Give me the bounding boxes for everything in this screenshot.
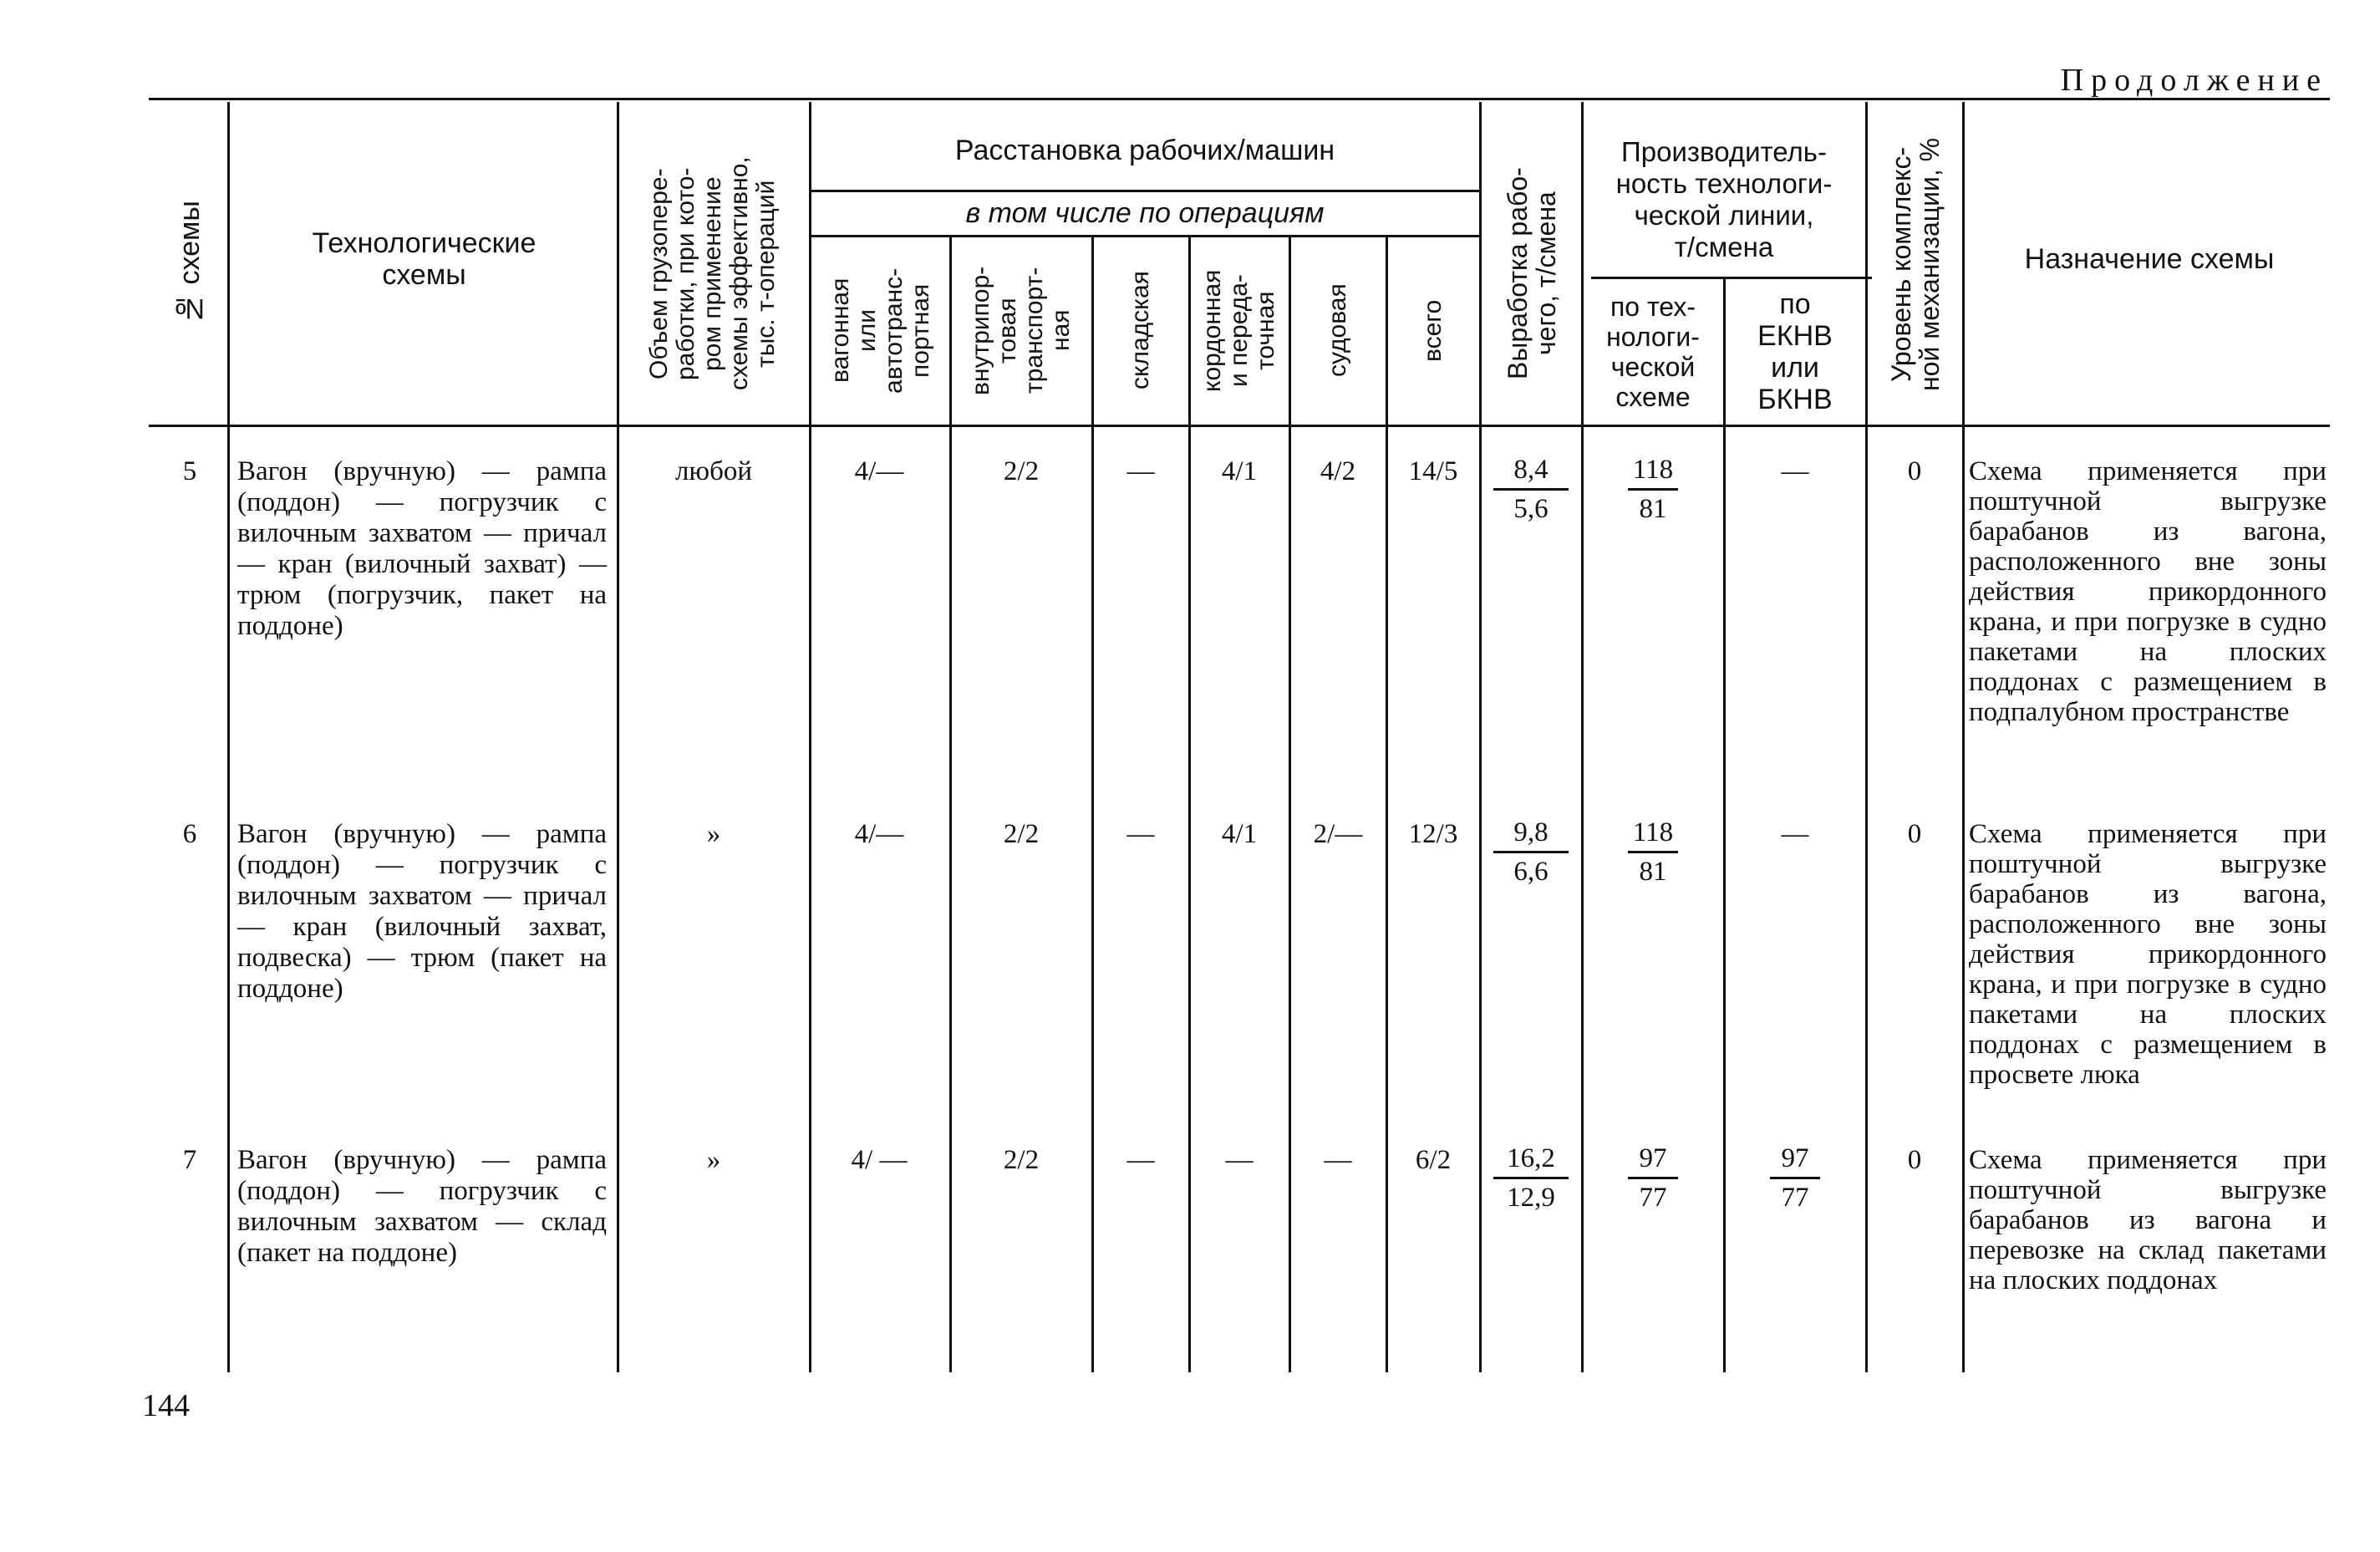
table-top-rule: [149, 98, 2330, 100]
row-op-cordon: 4/1: [1221, 819, 1258, 849]
row-op-wagon: 4/—: [854, 456, 904, 486]
header-volume: Объем грузопере- работки, при кото- ром применение схемы эффективно, тыс. т-операций: [645, 156, 780, 391]
row-scheme-no: 5: [182, 456, 197, 486]
fraction-bar: [1493, 851, 1569, 853]
row-op-wagon: 4/ —: [851, 1145, 908, 1175]
row-op-internal: 2/2: [1003, 1145, 1040, 1175]
col-rule-7: [1289, 237, 1291, 1372]
prod-eknv-numerator: 97: [1781, 1143, 1809, 1173]
row-mech-level: 0: [1907, 456, 1922, 486]
row-mech-level: 0: [1907, 1145, 1922, 1175]
output-numerator: 16,2: [1507, 1143, 1555, 1173]
row-op-total: 14/5: [1408, 456, 1458, 486]
header-output: Выработка рабо- чего, т/смена: [1503, 167, 1561, 380]
header-op-cordon: кордонная и переда- точная: [1198, 269, 1279, 392]
prod-tech-numerator: 118: [1632, 455, 1674, 485]
header-prod-tech: по тех- нологи- ческой схеме: [1606, 292, 1700, 412]
row-scheme-no: 6: [182, 819, 197, 849]
row-op-ship: —: [1324, 1145, 1352, 1175]
fraction-bar: [1628, 488, 1678, 491]
page-number: 144: [142, 1388, 190, 1423]
fraction-bar: [1628, 1177, 1678, 1179]
header-op-total: всего: [1419, 299, 1447, 362]
prod-tech-denominator: 81: [1639, 857, 1667, 887]
placement-subheader-rule: [811, 190, 1479, 192]
row-scheme-no: 7: [182, 1145, 197, 1175]
operations-subheader-rule: [811, 235, 1479, 237]
header-prod-eknv: по ЕКНВ или БКНВ: [1757, 288, 1833, 415]
col-rule-8: [1386, 237, 1388, 1372]
row-prod-eknv: —: [1781, 456, 1809, 486]
row-op-ship: 4/2: [1320, 456, 1356, 486]
header-tech-schemes: Технологические схемы: [312, 227, 537, 291]
fraction-bar: [1493, 488, 1569, 491]
row-volume: любой: [674, 456, 753, 486]
row-op-internal: 2/2: [1003, 456, 1040, 486]
header-by-operations: в том числе по операциям: [965, 197, 1325, 229]
row-op-wagon: 4/—: [854, 819, 904, 849]
output-denominator: 5,6: [1513, 494, 1549, 524]
header-op-wagon: вагонная или автотранс- портная: [826, 267, 934, 394]
fraction-bar: [1770, 1177, 1820, 1179]
prod-tech-denominator: 77: [1639, 1183, 1667, 1213]
header-op-warehouse: складская: [1126, 271, 1154, 390]
prod-eknv-denominator: 77: [1781, 1183, 1809, 1213]
col-rule-1: [227, 102, 230, 1372]
fraction-bar: [1628, 851, 1678, 853]
row-volume: »: [706, 819, 721, 849]
row-op-total: 6/2: [1415, 1145, 1452, 1175]
row-output-fraction: [1482, 453, 1579, 526]
col-rule-4: [949, 237, 952, 1372]
row-op-ship: 2/—: [1313, 819, 1363, 849]
output-numerator: 9,8: [1513, 817, 1549, 847]
row-mech-level: 0: [1907, 819, 1922, 849]
row-purpose: Схема применяется при поштучной выгрузке барабанов из вагона, расположенного вне зоны действия прикордонного крана, и при погрузке в судно пакетами на плоских поддонах с размещением в подпалубном пространстве: [1969, 456, 2327, 727]
fraction-bar: [1493, 1177, 1569, 1179]
row-purpose: Схема применяется при поштучной выгрузке барабанов из вагона и перевозке на склад пакетами на плоских поддонах: [1969, 1145, 2327, 1295]
row-output-fraction: [1482, 816, 1579, 888]
header-op-ship: судовая: [1324, 283, 1351, 378]
productivity-subheader-rule: [1591, 277, 1872, 279]
row-volume: »: [706, 1145, 721, 1175]
row-prod-tech-fraction: [1584, 816, 1721, 888]
row-op-cordon: 4/1: [1221, 456, 1258, 486]
row-prod-eknv-fraction: [1727, 1142, 1864, 1214]
row-output-fraction: [1482, 1142, 1579, 1214]
header-productivity: Производитель- ность технологи- ческой линии, т/смена: [1615, 136, 1833, 262]
header-scheme-no: № схемы: [174, 201, 206, 324]
header-placement: Расстановка рабочих/машин: [954, 135, 1335, 166]
col-rule-12: [1865, 102, 1868, 1372]
row-prod-tech-fraction: [1584, 453, 1721, 526]
row-scheme-description: Вагон (вручную) — рампа (поддон) — погрузчик с вилочным захватом — склад (пакет на поддоне): [237, 1145, 607, 1268]
prod-tech-numerator: 97: [1639, 1143, 1667, 1173]
row-op-warehouse: —: [1126, 819, 1155, 849]
row-op-warehouse: —: [1126, 456, 1155, 486]
col-rule-10: [1581, 102, 1584, 1372]
row-op-warehouse: —: [1126, 1145, 1155, 1175]
col-rule-9: [1479, 102, 1482, 1372]
row-purpose: Схема применяется при поштучной выгрузке барабанов из вагона, расположенного вне зоны действия прикордонного крана, и при погрузке в судно пакетами на плоских поддонах с размещением в просвете люка: [1969, 819, 2327, 1090]
output-denominator: 6,6: [1513, 857, 1549, 887]
header-op-internal: внутрипор- товая транспорт- ная: [967, 266, 1075, 395]
col-rule-5: [1091, 237, 1094, 1372]
header-bottom-rule: [149, 425, 2330, 427]
row-scheme-description: Вагон (вручную) — рампа (поддон) — погрузчик с вилочным захватом — причал — кран (вилочный захват, подвеска) — трюм (пакет на поддоне): [237, 819, 607, 1004]
col-rule-6: [1188, 237, 1191, 1372]
row-op-total: 12/3: [1408, 819, 1458, 849]
continuation-label: Продолжение: [2060, 63, 2328, 98]
row-prod-eknv: —: [1781, 819, 1809, 849]
col-rule-13: [1962, 102, 1965, 1372]
row-op-internal: 2/2: [1003, 819, 1040, 849]
row-prod-tech-fraction: [1584, 1142, 1721, 1214]
header-mech-level: Уровень комплекс- ной механизации, %: [1886, 137, 1945, 392]
row-op-cordon: —: [1225, 1145, 1254, 1175]
prod-tech-denominator: 81: [1639, 494, 1667, 524]
row-scheme-description: Вагон (вручную) — рампа (поддон) — погрузчик с вилочным захватом — причал — кран (вилочный захват) — трюм (погрузчик, пакет на поддоне): [237, 456, 607, 641]
col-rule-11: [1723, 278, 1726, 1372]
col-rule-2: [617, 102, 619, 1372]
output-numerator: 8,4: [1513, 455, 1549, 485]
col-rule-3: [809, 102, 811, 1372]
header-purpose: Назначение схемы: [2024, 243, 2275, 275]
output-denominator: 12,9: [1507, 1183, 1555, 1213]
prod-tech-numerator: 118: [1632, 817, 1674, 847]
